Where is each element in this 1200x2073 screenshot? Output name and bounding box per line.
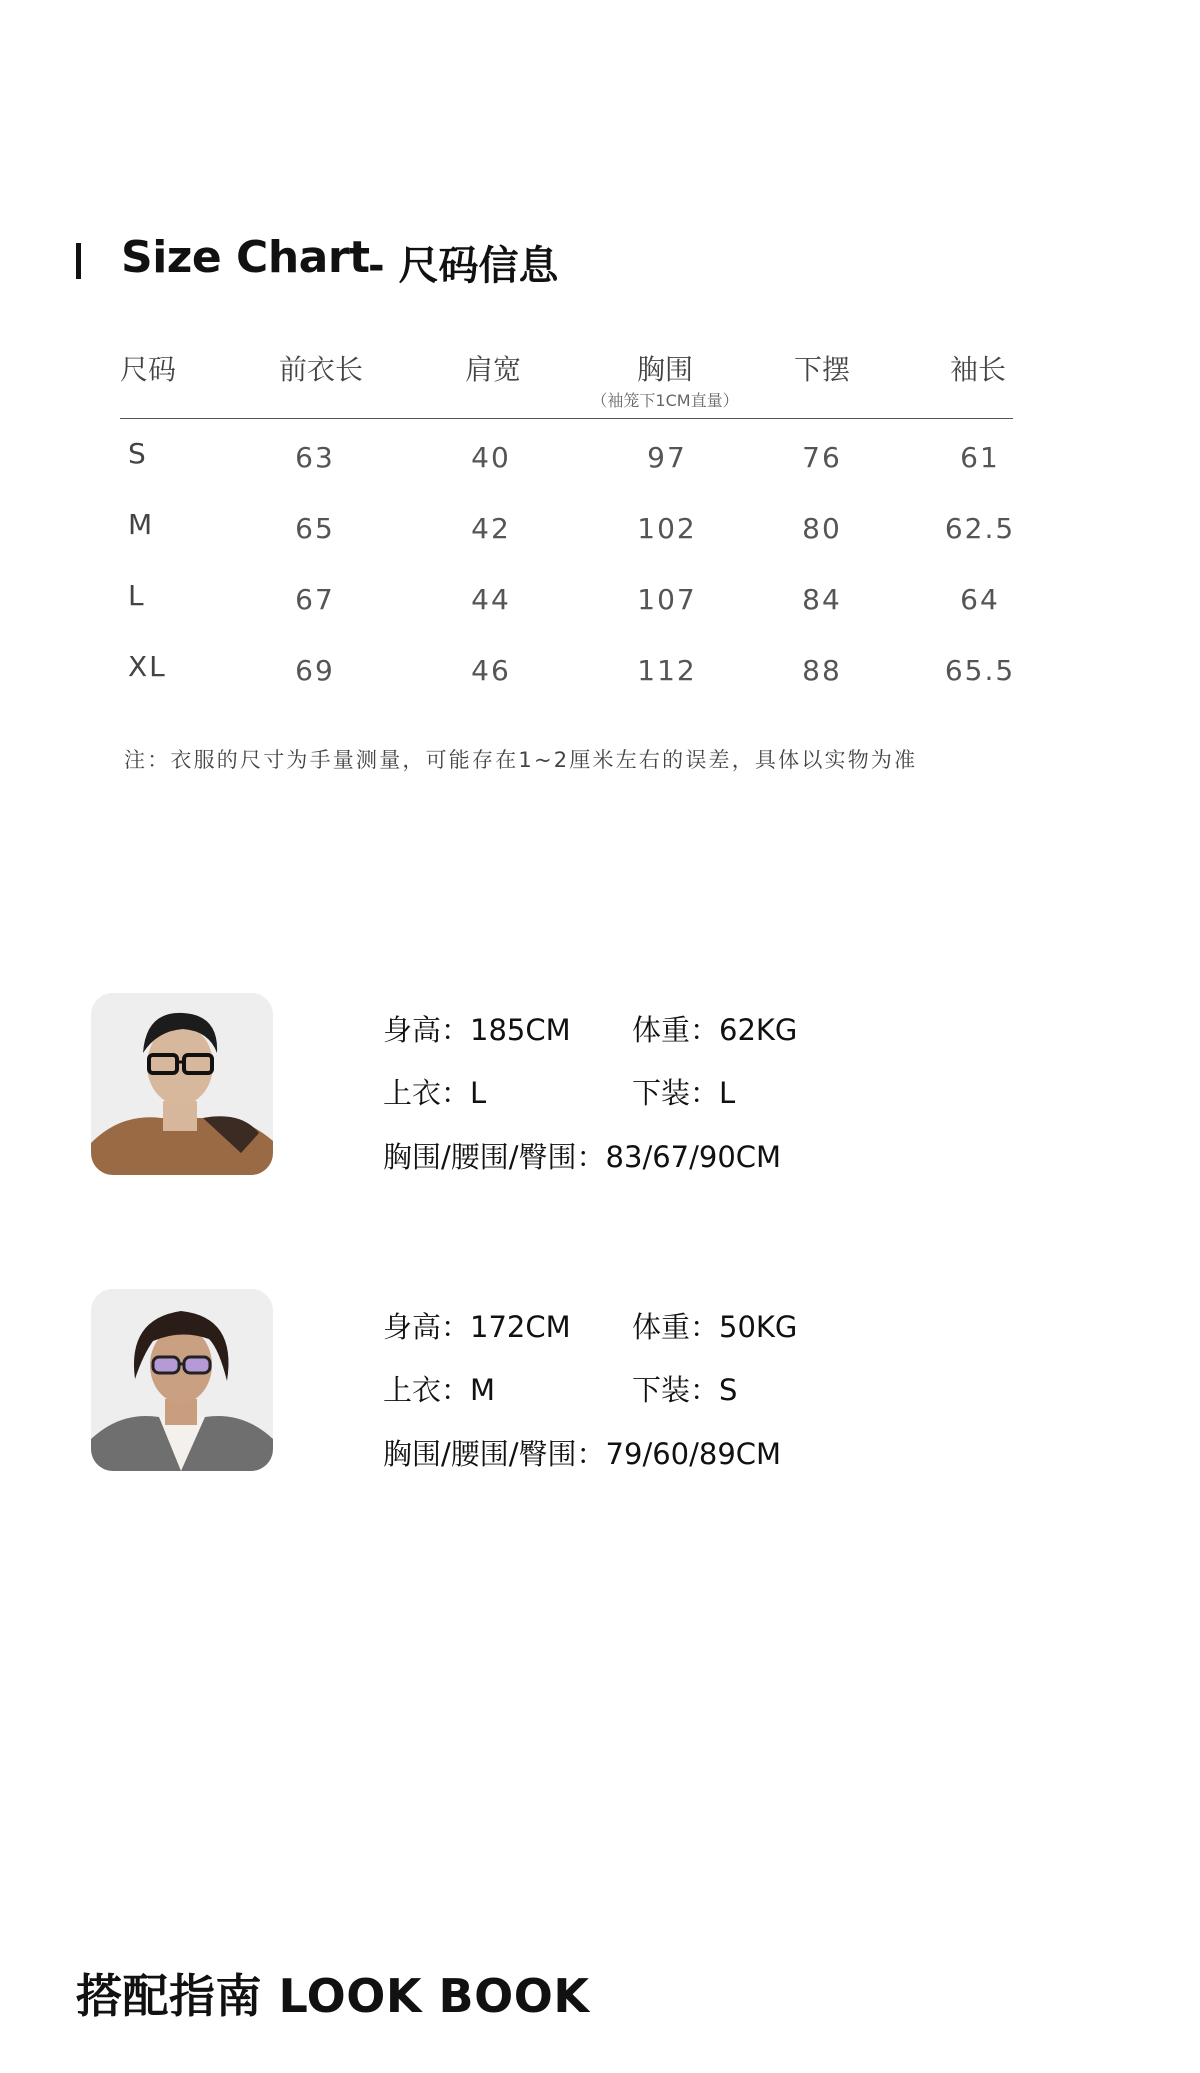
model-photo-male (91, 993, 273, 1175)
cell-front-length: 65 (295, 512, 335, 545)
cell-shoulder: 44 (471, 583, 511, 616)
column-header-chest: 胸围 (636, 353, 694, 386)
cell-hem: 80 (802, 512, 842, 545)
model-1-top-size: 上衣：L (383, 1076, 487, 1110)
cell-hem: 84 (802, 583, 842, 616)
cell-sleeve: 62.5 (944, 512, 1016, 545)
cell-size: XL (128, 650, 167, 683)
cell-chest: 107 (637, 583, 697, 616)
cell-sleeve: 61 (960, 441, 1000, 474)
page-subtitle: - 尺码信息 (368, 243, 559, 289)
cell-hem: 88 (802, 654, 842, 687)
cell-size: L (128, 579, 146, 612)
model-2-weight: 体重：50KG (632, 1310, 798, 1344)
cell-size: M (128, 508, 155, 541)
lookbook-heading: 搭配指南 LOOK BOOK (76, 1969, 590, 2023)
model-2-measurements: 胸围/腰围/臀围：79/60/89CM (383, 1437, 782, 1471)
cell-hem: 76 (802, 441, 842, 474)
cell-chest: 112 (637, 654, 697, 687)
table-row (120, 419, 1013, 490)
model-photo-female (91, 1289, 273, 1471)
table-row (120, 490, 1016, 561)
size-table (120, 340, 1016, 703)
cell-front-length: 67 (295, 583, 335, 616)
model-portrait-male-icon (91, 993, 273, 1175)
model-2-top-size: 上衣：M (383, 1373, 496, 1407)
cell-chest: 102 (637, 512, 697, 545)
model-1-measurements: 胸围/腰围/臀围：83/67/90CM (383, 1140, 782, 1174)
model-portrait-female-icon (91, 1289, 273, 1471)
table-header (120, 340, 1013, 419)
model-1-weight: 体重：62KG (632, 1013, 798, 1047)
model-2-height: 身高：172CM (383, 1310, 571, 1344)
model-1-height: 身高：185CM (383, 1013, 571, 1047)
column-header-chest-note: （袖笼下1CM直量） (591, 391, 739, 410)
cell-shoulder: 46 (471, 654, 511, 687)
column-header-sleeve: 袖长 (949, 353, 1007, 386)
page-title: Size Chart (121, 232, 370, 283)
cell-front-length: 63 (295, 441, 335, 474)
heading-accent-bar (76, 243, 81, 279)
cell-chest: 97 (647, 441, 687, 474)
column-header-front-length: 前衣长 (278, 353, 364, 386)
cell-size: S (128, 437, 148, 470)
cell-sleeve: 65.5 (944, 654, 1016, 687)
cell-sleeve: 64 (960, 583, 1000, 616)
measurement-note: 注：衣服的尺寸为手量测量，可能存在1~2厘米左右的误差，具体以实物为准 (124, 748, 918, 772)
column-header-hem: 下摆 (793, 353, 851, 386)
table-row (120, 561, 1013, 632)
model-1-bottom-size: 下装：L (632, 1076, 736, 1110)
cell-front-length: 69 (295, 654, 335, 687)
column-header-shoulder: 肩宽 (464, 353, 522, 386)
column-header-size: 尺码 (120, 353, 177, 386)
model-2-bottom-size: 下装：S (632, 1373, 738, 1407)
cell-shoulder: 42 (471, 512, 511, 545)
cell-shoulder: 40 (471, 441, 511, 474)
table-row (120, 632, 1016, 703)
